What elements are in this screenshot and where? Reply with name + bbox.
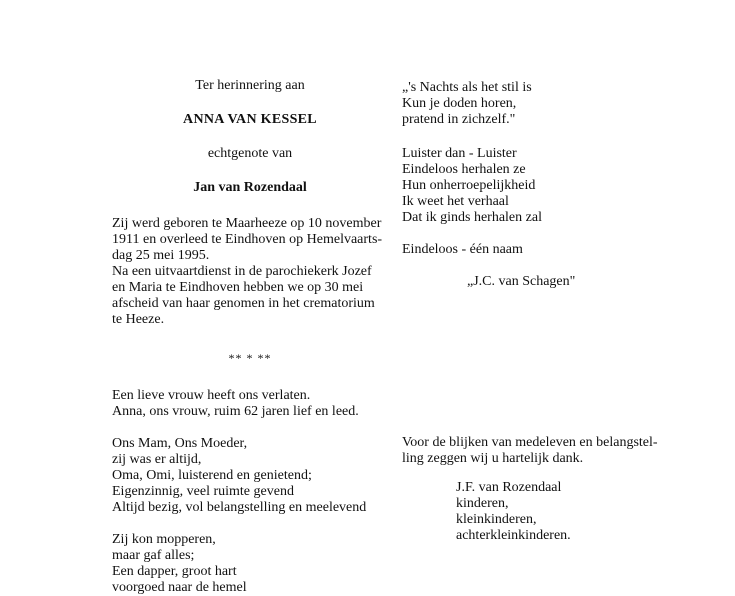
quote-line: „'s Nachts als het stil is (402, 80, 532, 95)
intro-line: Ter herinnering aan (195, 78, 305, 93)
poem-line: Anna, ons vrouw, ruim 62 jaren lief en leed. (112, 404, 359, 419)
poem-line: Zij kon mopperen, (112, 532, 216, 547)
deceased-name: ANNA VAN KESSEL (183, 112, 317, 127)
poem-line: Eigenzinnig, veel ruimte gevend (112, 484, 294, 499)
quote (402, 80, 702, 128)
thanks-message (402, 435, 702, 467)
quote-line: pratend in zichzelf." (402, 112, 516, 127)
left-column (112, 78, 385, 596)
family-line: kinderen, (456, 496, 509, 511)
thanks-line: ling zeggen wij u hartelijk dank. (402, 451, 584, 466)
bio-line: Na een uitvaartdienst in de parochiekerk Jozef (112, 264, 372, 279)
bio-line: te Heeze. (112, 312, 165, 327)
verse (402, 146, 702, 226)
spouse-label: echtgenote van (207, 146, 293, 161)
verse-line: Eindeloos herhalen ze (402, 162, 526, 177)
thanks-line: Voor de blijken van medeleven en belangstel- (402, 435, 658, 450)
bio-line: afscheid van haar genomen in het crematorium (112, 296, 375, 311)
family-line: achterkleinkinderen. (456, 528, 571, 543)
bio-line: dag 25 mei 1995. (112, 248, 210, 263)
family-line: kleinkinderen, (456, 512, 537, 527)
poem-line: Een lieve vrouw heeft ons verlaten. (112, 388, 311, 403)
spouse-name: Jan van Rozendaal (193, 180, 307, 195)
poem-author: „J.C. van Schagen" (467, 274, 576, 289)
family-line: J.F. van Rozendaal (456, 480, 562, 495)
verse-line: Ik weet het verhaal (402, 194, 509, 209)
bio-line: en Maria te Eindhoven hebben we op 30 mei (112, 280, 364, 295)
poem-line: maar gaf alles; (112, 548, 195, 563)
poem-line: Een dapper, groot hart (112, 564, 237, 579)
poem-stanza-1 (112, 388, 385, 420)
bio-line: 1911 en overleed te Eindhoven op Hemelvaarts- (112, 232, 383, 247)
quote-line: Kun je doden horen, (402, 96, 517, 111)
biography (112, 216, 385, 328)
poem-stanza-3 (112, 532, 385, 596)
verse-line: Dat ik ginds herhalen zal (402, 210, 542, 225)
poem-line: Altijd bezig, vol belangstelling en meelevend (112, 500, 367, 515)
bio-line: Zij werd geboren te Maarheeze op 10 november (112, 216, 382, 231)
poem-line: zij was er altijd, (112, 452, 202, 467)
poem-line: Ons Mam, Ons Moeder, (112, 436, 248, 451)
poem-line: voorgoed naar de hemel (112, 580, 247, 595)
verse-line: Hun onherroepelijkheid (402, 178, 536, 193)
poem-stanza-2 (112, 436, 385, 516)
poem-line: Oma, Omi, luisterend en genietend; (112, 468, 312, 483)
closing-line: Eindeloos - één naam (402, 242, 523, 257)
right-column (402, 80, 702, 290)
separator: ** * ** (228, 351, 272, 365)
family-signature (456, 480, 696, 544)
verse-line: Luister dan - Luister (402, 146, 517, 161)
